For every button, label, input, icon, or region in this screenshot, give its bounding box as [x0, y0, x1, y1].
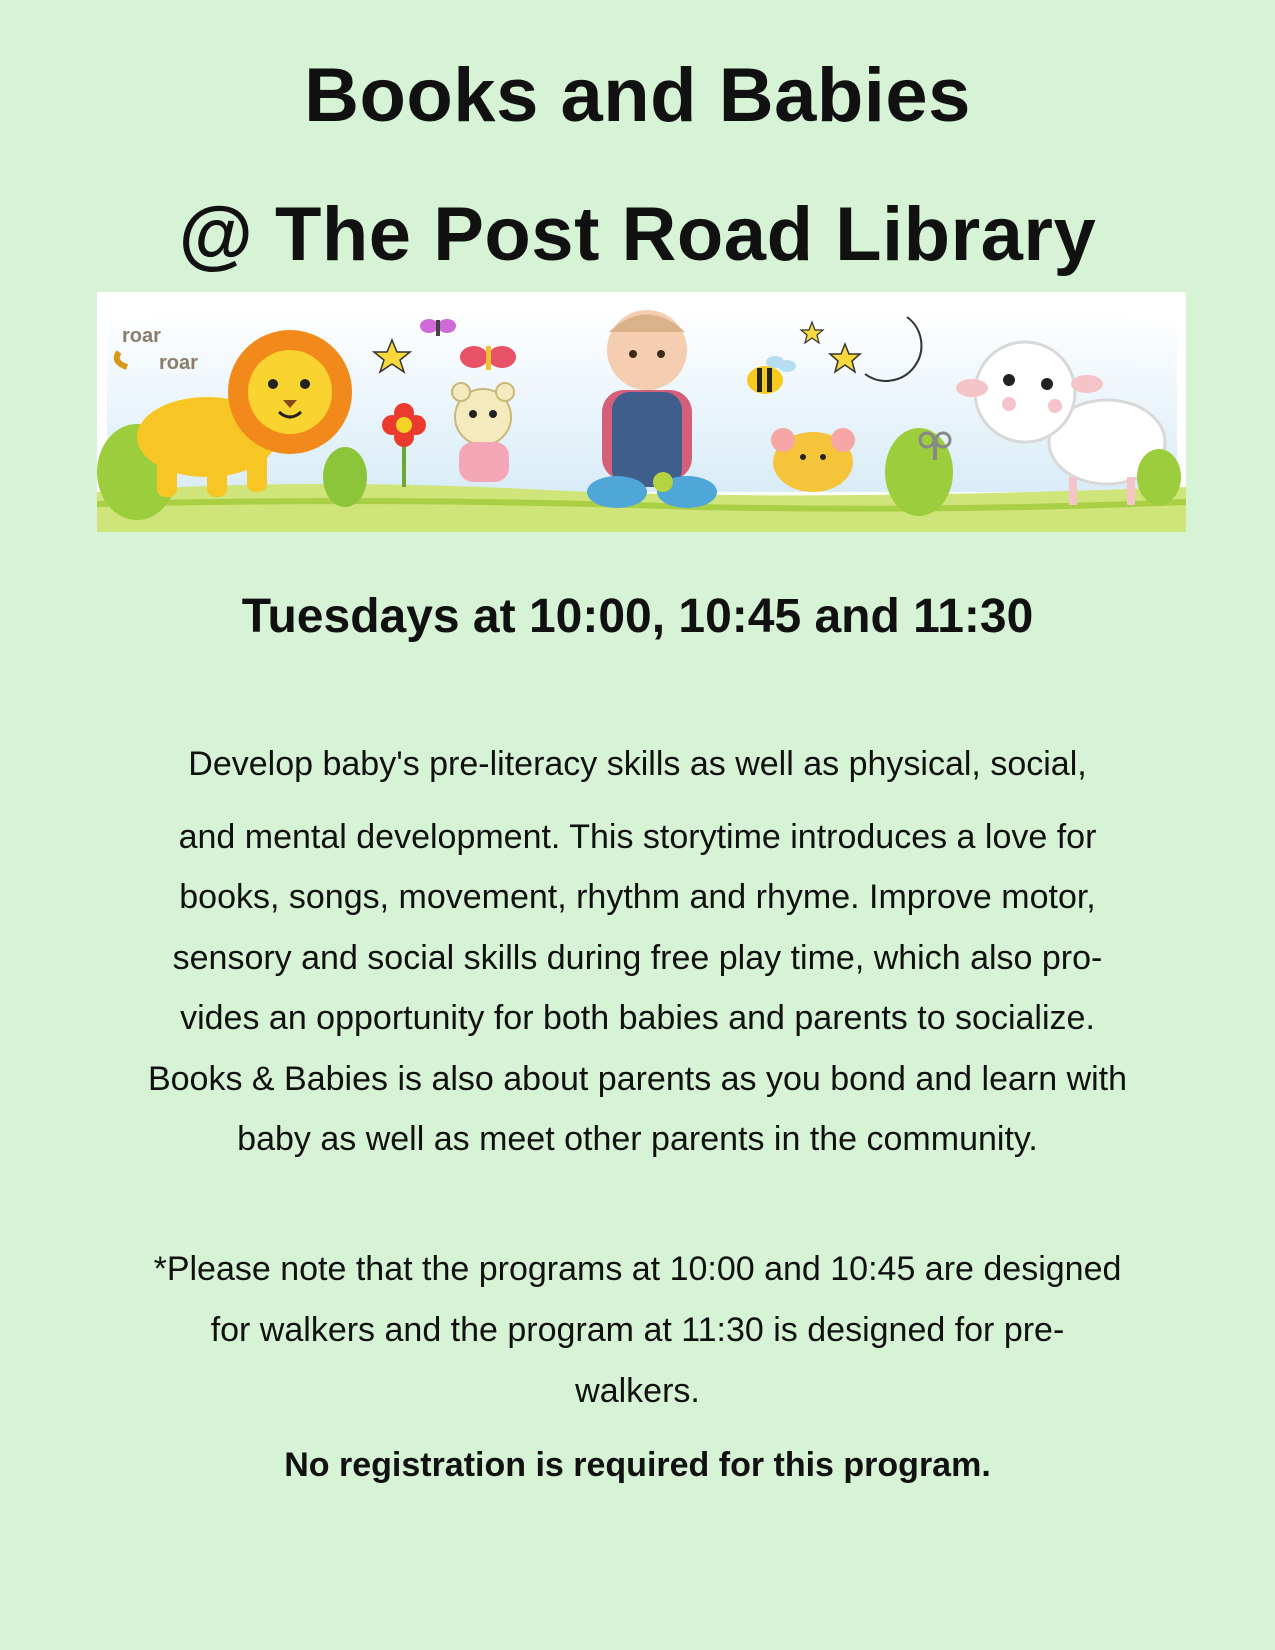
registration-notice: No registration is required for this program. — [284, 1446, 991, 1484]
program-description — [80, 734, 1195, 1170]
flyer-title: Books and Babies — [304, 53, 971, 138]
description-line: books, songs, movement, rhythm and rhyme. Improve motor, — [179, 878, 1096, 916]
description-line: sensory and social skills during free play time, which also pro- — [172, 938, 1103, 977]
note-line: walkers. — [575, 1372, 700, 1410]
butterfly-icon — [460, 346, 516, 370]
program-note — [80, 1239, 1195, 1422]
svg-text:roar: roar — [159, 352, 198, 374]
note-line: for walkers and the program at 11:30 is designed for pre- — [210, 1311, 1065, 1349]
note-line: *Please note that the programs at 10:00 and 10:45 are designed — [153, 1250, 1122, 1288]
description-line: baby as well as meet other parents in the community. — [237, 1120, 1038, 1158]
description-line: Develop baby's pre-literacy skills as well as physical, social, — [188, 745, 1087, 783]
description-line: Books & Babies is also about parents as you bond and learn with — [147, 1059, 1128, 1098]
svg-text:roar: roar — [122, 325, 161, 347]
banner-illustration — [97, 292, 1186, 532]
description-line: vides an opportunity for both babies and parents to socialize. — [180, 999, 1095, 1037]
schedule-times: Tuesdays at 10:00, 10:45 and 11:30 — [241, 590, 1034, 643]
description-line: and mental development. This storytime introduces a love for — [178, 817, 1097, 856]
teddy-bear-illustration — [452, 383, 514, 482]
flyer-subtitle: @ The Post Road Library — [178, 192, 1097, 277]
